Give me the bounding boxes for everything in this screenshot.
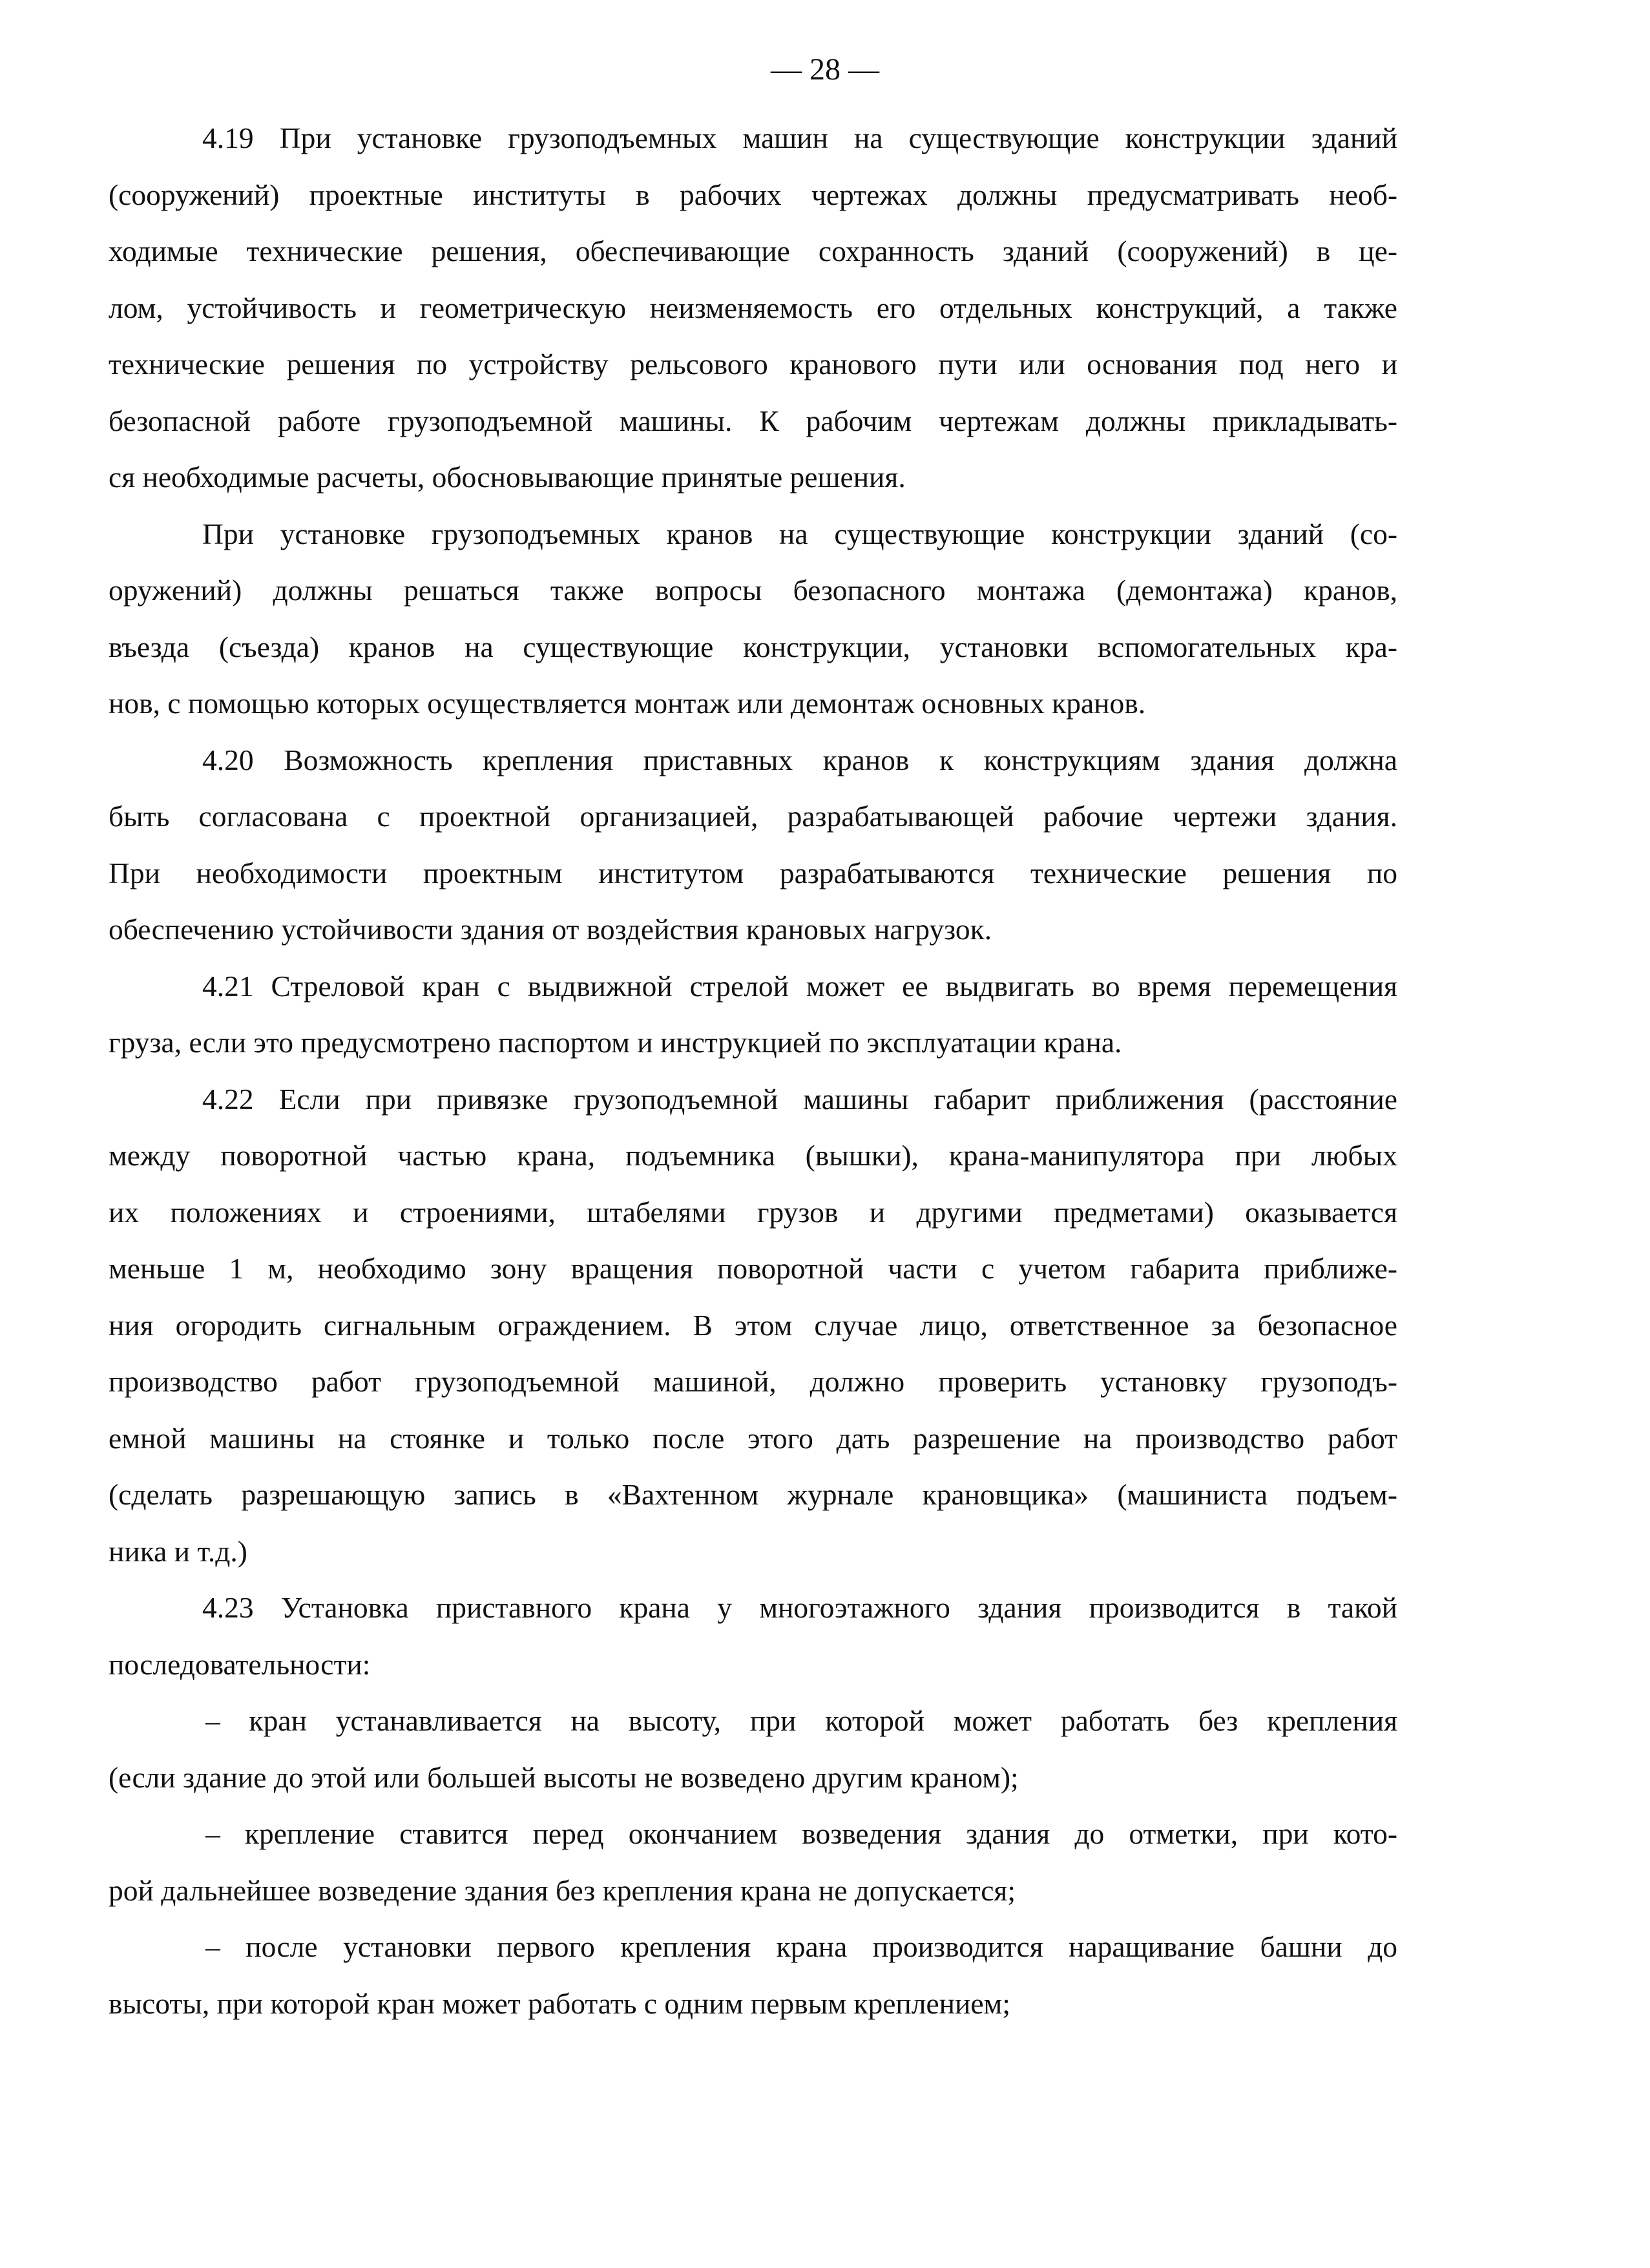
text-line: (сделать разрешающую запись в «Вахтенном журнале крановщика» (машиниста подъем- xyxy=(109,1478,1397,1511)
text-line: ся необходимые расчеты, обосновывающие принятые решения. xyxy=(109,461,906,494)
list-item xyxy=(109,1692,1397,1805)
page-number: — 28 — xyxy=(771,52,879,87)
paragraph-4-22 xyxy=(109,1071,1397,1580)
paragraph-4-21 xyxy=(109,958,1397,1071)
text-line: рой дальнейшее возведение здания без крепления крана не допускается; xyxy=(109,1873,1016,1907)
text-line: емной машины на стоянке и только после этого дать разрешение на производство работ xyxy=(109,1421,1397,1455)
text-line: (если здание до этой или большей высоты не возведено другим краном); xyxy=(109,1760,1019,1794)
text-line: обеспечению устойчивости здания от воздействия крановых нагрузок. xyxy=(109,913,992,946)
text-line: технические решения по устройству рельсового кранового пути или основания под него и xyxy=(109,348,1397,380)
paragraph-4-23 xyxy=(109,1579,1397,1692)
text-line: При необходимости проектным институтом разрабатываются технические решения по xyxy=(109,856,1397,890)
text-line: производство работ грузоподъемной машиной, должно проверить установку грузоподъ- xyxy=(109,1365,1397,1398)
text-line: 4.22 Если при привязке грузоподъемной машины габарит приближения (расстояние xyxy=(202,1082,1397,1116)
text-line: При установке грузоподъемных кранов на существующие конструкции зданий (со- xyxy=(202,517,1397,550)
text-line: ния огородить сигнальным ограждением. В этом случае лицо, ответственное за безопасное xyxy=(109,1308,1397,1342)
list-item xyxy=(109,1919,1397,2032)
paragraph-4-19-cranes xyxy=(109,506,1397,732)
text-line: ника и т.д.) xyxy=(109,1534,247,1568)
text-line: высоты, при которой кран может работать с одним первым креплением; xyxy=(109,1986,1010,2020)
text-line: безопасной работе грузоподъемной машины. К рабочим чертежам должны прикладывать- xyxy=(109,404,1397,437)
text-line: 4.23 Установка приставного крана у многоэтажного здания производится в такой xyxy=(202,1591,1397,1624)
text-line: ходимые технические решения, обеспечивающие сохранность зданий (сооружений) в це- xyxy=(109,234,1397,267)
text-line: нов, с помощью которых осуществляется монтаж или демонтаж основных кранов. xyxy=(109,687,1146,720)
text-line: – после установки первого крепления крана производится наращивание башни до xyxy=(205,1930,1397,1963)
text-line: (сооружений) проектные институты в рабочих чертежах должны предусматривать необ- xyxy=(109,178,1397,211)
text-line: лом, устойчивость и геометрическую неизменяемость его отдельных конструкций, а также xyxy=(109,291,1397,324)
text-line: въезда (съезда) кранов на существующие конструкции, установки вспомогательных кра- xyxy=(109,630,1397,663)
text-line: 4.20 Возможность крепления приставных кранов к конструкциям здания должна xyxy=(202,743,1397,776)
text-line: быть согласована с проектной организацией, разрабатывающей рабочие чертежи здания. xyxy=(109,800,1397,833)
text-line: – крепление ставится перед окончанием возведения здания до отметки, при кото- xyxy=(205,1817,1397,1850)
list-item xyxy=(109,1805,1397,1919)
text-line: 4.21 Стреловой кран с выдвижной стрелой может ее выдвигать во время перемещения xyxy=(202,969,1397,1003)
text-line: 4.19 При установке грузоподъемных машин на существующие конструкции зданий xyxy=(202,121,1397,154)
text-line: груза, если это предусмотрено паспортом и инструкцией по эксплуатации крана. xyxy=(109,1026,1122,1059)
body-text xyxy=(109,110,1397,2032)
text-line: оружений) должны решаться также вопросы безопасного монтажа (демонтажа) кранов, xyxy=(109,574,1397,607)
text-line: меньше 1 м, необходимо зону вращения поворотной части с учетом габарита приближе- xyxy=(109,1252,1397,1285)
text-line: – кран устанавливается на высоту, при которой может работать без крепления xyxy=(205,1704,1397,1737)
text-line: между поворотной частью крана, подъемника (вышки), крана-манипулятора при любых xyxy=(109,1139,1397,1172)
paragraph-4-19 xyxy=(109,110,1397,506)
text-line: их положениях и строениями, штабелями грузов и другими предметами) оказывается xyxy=(109,1195,1397,1229)
text-line: последовательности: xyxy=(109,1647,371,1681)
paragraph-4-20 xyxy=(109,732,1397,958)
